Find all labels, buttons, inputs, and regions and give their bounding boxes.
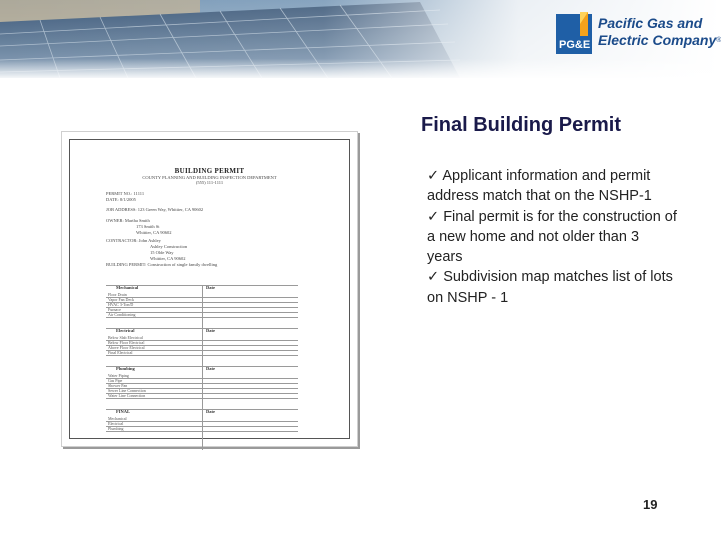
- logo-mark-text: PG&E: [559, 39, 591, 51]
- inspection-item: Air Conditioning: [108, 312, 136, 317]
- inspection-item: Above Floor Electrical: [108, 345, 145, 350]
- section-head: FINAL: [116, 409, 131, 414]
- checkmark-icon: ✓: [427, 168, 440, 184]
- checklist-item: ✓ Subdivision map matches list of lots on NSHP - 1: [427, 269, 673, 306]
- inspection-item: Final Electrical: [108, 350, 133, 355]
- permit-field: CONTRACTOR: John Ashley: [106, 238, 161, 243]
- permit-subtitle: COUNTY PLANNING AND BUILDING INSPECTION DEPARTMENT (555) 111-1111: [142, 175, 277, 185]
- logo-line2: Electric Company®: [598, 32, 721, 48]
- section-date: Date: [206, 366, 215, 371]
- inspection-item: Electrical: [108, 421, 124, 426]
- checklist: [427, 166, 677, 308]
- pge-logo-mark-icon: [556, 12, 592, 54]
- section-date: Date: [206, 409, 215, 414]
- pge-logo: [556, 12, 721, 58]
- section-head: Plumbing: [116, 366, 135, 371]
- inspection-item: Shower Pan: [108, 383, 128, 388]
- permit-field: 15 Olde Way: [150, 250, 174, 255]
- permit-field: 173 Smith St: [136, 224, 160, 229]
- section-date: Date: [206, 328, 215, 333]
- permit-field: Whittier, CA 90602: [150, 256, 186, 261]
- permit-field: DATE: 8/1/2005: [106, 197, 136, 202]
- inspection-item: Plumbing: [108, 426, 124, 431]
- permit-field: OWNER: Martha Smith: [106, 218, 150, 223]
- inspection-item: Sewer Line Connection: [108, 388, 146, 393]
- section-head: Mechanical: [116, 285, 139, 290]
- permit-document-image: [61, 131, 358, 447]
- section-head: Electrical: [116, 328, 135, 333]
- checklist-item: ✓ Final permit is for the construction of a new home and not older than 3 years: [427, 208, 677, 266]
- permit-field: BUILDING PERMIT: Construction of single family dwelling: [106, 262, 218, 267]
- inspection-item: Floor Drain: [108, 292, 127, 297]
- permit-field: Whittier, CA 90602: [136, 230, 172, 235]
- inspection-item: Water Piping: [108, 373, 129, 378]
- inspection-item: Gas Pipe: [108, 378, 123, 383]
- checklist-item: ✓ Applicant information and permit address match that on the NSHP-1: [427, 168, 652, 205]
- checkmark-icon: ✓: [427, 269, 440, 286]
- section-date: Date: [206, 285, 215, 290]
- slide-title: Final Building Permit: [421, 114, 622, 136]
- page-number: 19: [643, 497, 658, 512]
- inspection-item: Water Line Connection: [108, 393, 146, 398]
- inspection-item: Below Slab Electrical: [108, 335, 143, 340]
- registered-mark: ®: [716, 37, 721, 44]
- permit-title: BUILDING PERMIT: [174, 167, 245, 175]
- logo-line1: Pacific Gas and: [598, 15, 703, 31]
- permit-field: JOB ADDRESS: 123 Green Way, Whittier, CA 90602: [106, 207, 204, 212]
- checkmark-icon: ✓: [427, 208, 440, 225]
- inspection-item: Below Floor Electrical: [108, 340, 145, 345]
- inspection-item: HVAC 3-Ton/D: [108, 302, 134, 307]
- logo-text: [598, 15, 721, 49]
- permit-document: [69, 139, 350, 439]
- inspection-item: Furnace: [108, 307, 121, 312]
- inspection-item: Vapor Fan Deck: [108, 297, 134, 302]
- permit-field: PERMIT NO.: 11111: [106, 191, 145, 196]
- inspection-item: Mechanical: [108, 416, 127, 421]
- inspection-table: [106, 285, 298, 450]
- permit-field: Ashley Construction: [150, 244, 188, 249]
